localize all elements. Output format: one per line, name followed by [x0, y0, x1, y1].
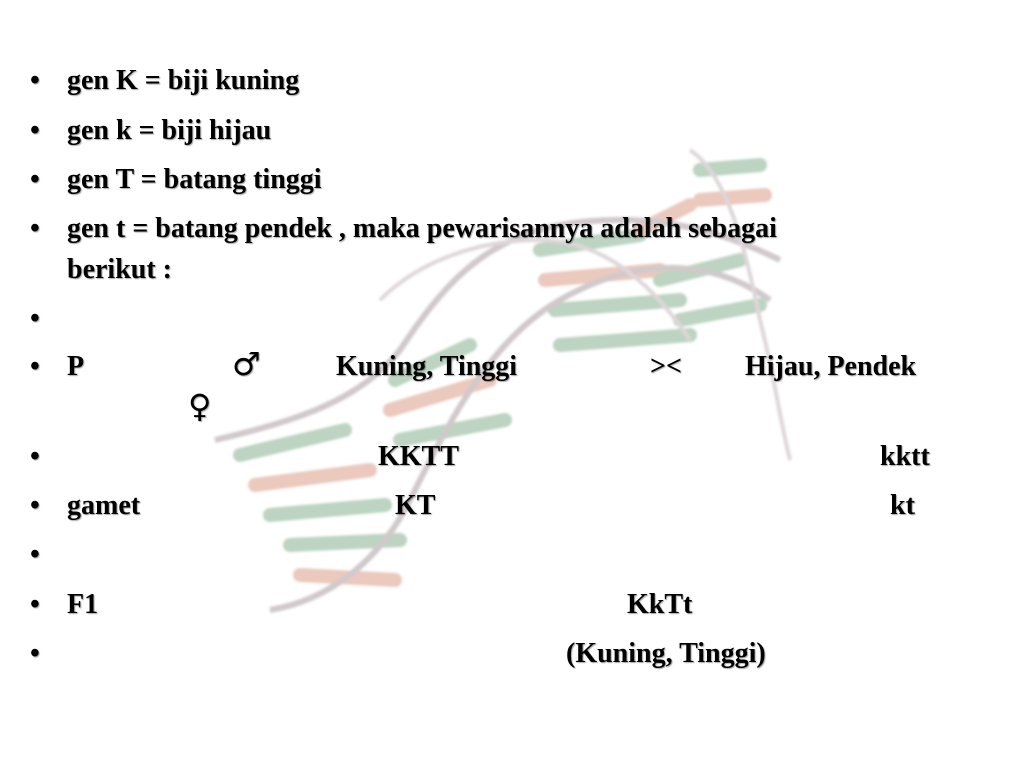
male-symbol: ♂ — [232, 345, 261, 383]
bullet: • — [30, 589, 40, 620]
bullet: • — [30, 213, 40, 244]
bullet: • — [30, 164, 40, 195]
gamete-label: gamet — [67, 490, 141, 521]
f1-label: F1 — [67, 589, 99, 620]
female-symbol: ♀ — [188, 387, 212, 425]
gene-definition-k: gen k = biji hijau — [67, 115, 272, 146]
female-parent-genotype: kktt — [880, 441, 930, 472]
cross-symbol: >< — [650, 351, 682, 382]
bullet: • — [30, 115, 40, 146]
gene-definition-t-continuation: berikut : — [67, 254, 172, 285]
bullet: • — [30, 351, 40, 382]
gene-definition-K: gen K = biji kuning — [67, 65, 300, 96]
bullet: • — [30, 65, 40, 96]
bullet: • — [30, 638, 40, 669]
gene-definition-T: gen T = batang tinggi — [67, 164, 322, 195]
parent-label: P — [67, 351, 85, 382]
bullet: • — [30, 303, 40, 334]
f1-phenotype: (Kuning, Tinggi) — [566, 638, 766, 669]
gene-definition-t: gen t = batang pendek , maka pewarisannya adalah sebagai — [67, 213, 777, 244]
male-parent-phenotype: Kuning, Tinggi — [336, 351, 518, 382]
bullet: • — [30, 539, 40, 570]
bullet: • — [30, 441, 40, 472]
bullet: • — [30, 490, 40, 521]
female-parent-phenotype: Hijau, Pendek — [745, 351, 917, 382]
male-gamete: KT — [395, 490, 436, 521]
female-gamete: kt — [890, 490, 915, 521]
male-parent-genotype: KKTT — [378, 441, 459, 472]
f1-genotype: KkTt — [627, 589, 693, 620]
